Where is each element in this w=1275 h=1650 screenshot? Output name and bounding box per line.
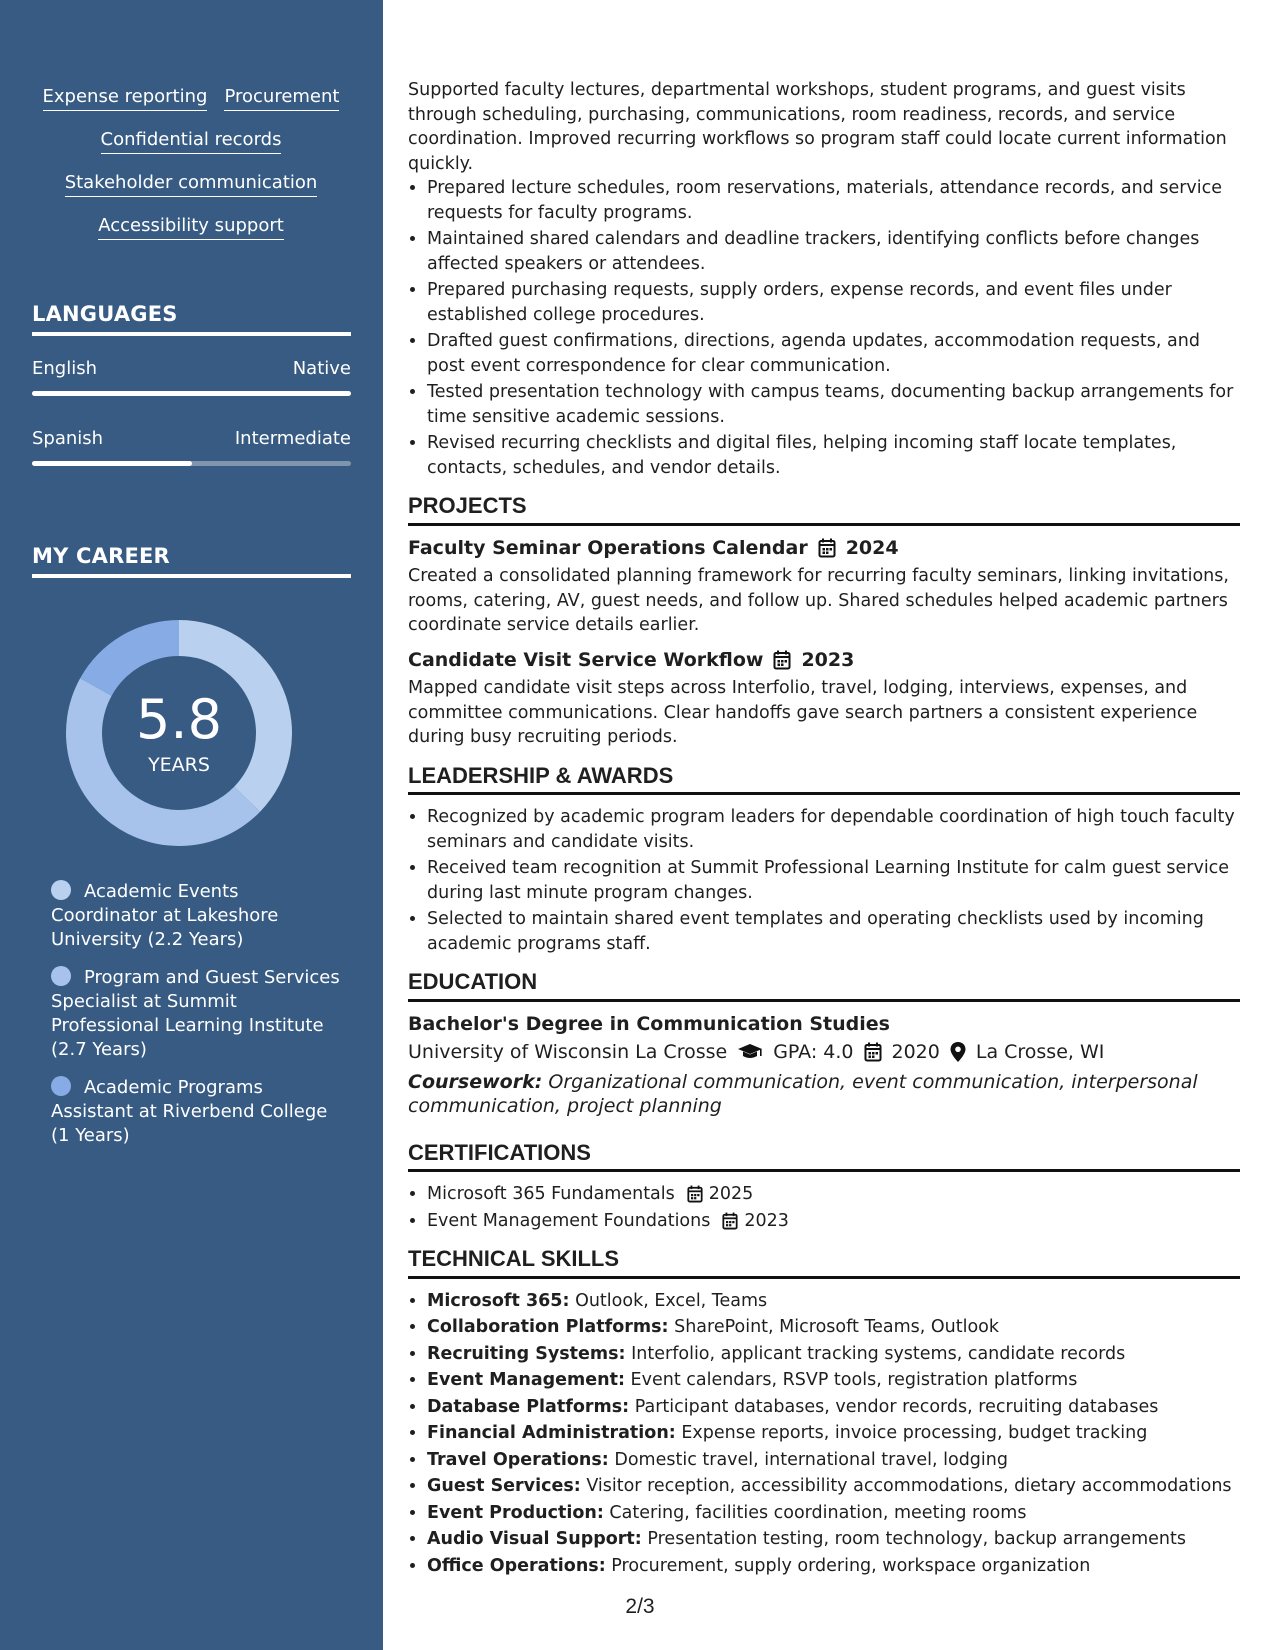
- experience-bullet: • Revised recurring checklists and digital files, helping incoming staff locate templates, contacts, schedules, and vendor details.: [427, 431, 1240, 480]
- certification-year: 2023: [744, 1210, 789, 1231]
- project-description: Created a consolidated planning framework for recurring faculty seminars, linking invitations, rooms, catering, AV, guest needs, and follow up. Shared schedules helped academic partners coordinate service details earlier.: [408, 566, 1229, 635]
- donut-segment: [80, 620, 179, 696]
- graduation-year: 2020: [891, 1041, 940, 1063]
- career-item: [51, 880, 341, 952]
- career-item: [51, 966, 341, 1062]
- language-english: [32, 358, 351, 396]
- skill-values: Outlook, Excel, Teams: [575, 1290, 768, 1311]
- skill-line: [427, 1368, 1240, 1393]
- project-title: Candidate Visit Service Workflow: [408, 648, 764, 671]
- career-text: Program and Guest Services Specialist at Summit Professional Learning Institute (2.7 Years): [51, 967, 340, 1060]
- skill-line: [427, 1501, 1240, 1526]
- skill-line: [427, 1474, 1240, 1499]
- leadership-bullet: • Received team recognition at Summit Professional Learning Institute for calm guest service during last minute program changes.: [427, 856, 1240, 905]
- project-title-row: [408, 536, 1240, 561]
- graduation-cap-icon: [737, 1043, 763, 1061]
- language-level: Intermediate: [234, 428, 351, 449]
- certification-name: • Event Management Foundations: [427, 1210, 711, 1231]
- skill-values: Participant databases, vendor records, recruiting databases: [634, 1396, 1159, 1417]
- main-content: [408, 78, 1240, 1580]
- certification-year: 2025: [708, 1184, 754, 1204]
- skill-chip: Expense reporting: [43, 86, 208, 111]
- career-heading: MY CAREER: [32, 544, 351, 578]
- leadership-bullet: • Recognized by academic program leaders for dependable coordination of high touch faculty seminars and candidate visits.: [427, 805, 1240, 854]
- language-name: English: [32, 358, 97, 379]
- page-number: 2/3: [625, 1595, 655, 1618]
- language-name: Spanish: [32, 428, 104, 449]
- skill-category: Event Management:: [427, 1370, 625, 1390]
- leadership-bullet: • Selected to maintain shared event templates and operating checklists used by incoming academic programs staff.: [427, 907, 1240, 956]
- skill-values: Procurement, supply ordering, workspace organization: [611, 1555, 1091, 1576]
- degree-title: Bachelor's Degree in Communication Studies: [408, 1012, 890, 1035]
- career-text: Academic Events Coordinator at Lakeshore University (2.2 Years): [51, 881, 279, 950]
- technical-skills-heading: TECHNICAL SKILLS: [408, 1247, 1240, 1279]
- certification-item: [427, 1182, 1240, 1207]
- career-dot: [51, 880, 71, 900]
- calendar-icon: [773, 650, 791, 670]
- school-name: University of Wisconsin La Crosse: [408, 1041, 728, 1063]
- skill-chips: [32, 86, 350, 258]
- experience-bullet: • Tested presentation technology with campus teams, documenting backup arrangements for time sensitive academic sessions.: [427, 380, 1240, 429]
- skill-chip: Stakeholder communication: [65, 172, 318, 197]
- project-year: 2024: [845, 536, 899, 559]
- coursework-label: Coursework:: [408, 1070, 543, 1093]
- skill-line: [427, 1421, 1240, 1446]
- experience-bullet: • Maintained shared calendars and deadline trackers, identifying conflicts before changes affected speakers or attendees.: [427, 227, 1240, 276]
- skill-values: SharePoint, Microsoft Teams, Outlook: [674, 1317, 1000, 1337]
- skill-category: Event Production:: [427, 1502, 604, 1523]
- skill-chip: Confidential records: [101, 129, 282, 154]
- career-dot: [51, 966, 71, 986]
- calendar-icon: [687, 1185, 703, 1203]
- skill-line: [427, 1289, 1240, 1314]
- experience-bullets: [408, 176, 1240, 480]
- languages-heading: LANGUAGES: [32, 302, 351, 336]
- skill-values: Expense reports, invoice processing, budget tracking: [681, 1423, 1148, 1443]
- language-bar-fill: [32, 461, 192, 466]
- total-years-value: 5.8: [136, 688, 222, 751]
- skill-category: Travel Operations:: [427, 1449, 609, 1470]
- skill-line: [427, 1527, 1240, 1552]
- certifications-list: [408, 1182, 1240, 1233]
- project-description: Mapped candidate visit steps across Interfolio, travel, lodging, interviews, expenses, and committee communications. Clear handoffs gave search partners a consistent experience during busy recruiting periods.: [408, 678, 1198, 747]
- skill-chip: Accessibility support: [98, 215, 284, 240]
- skill-chip: Procurement: [224, 86, 339, 111]
- skill-category: Audio Visual Support:: [427, 1529, 642, 1549]
- skill-line: [427, 1342, 1240, 1367]
- career-dot: [51, 1076, 71, 1096]
- education-heading: EDUCATION: [408, 970, 1240, 1002]
- language-spanish: [32, 428, 351, 466]
- skill-category: Office Operations:: [427, 1555, 606, 1576]
- experience-bullet: • Prepared purchasing requests, supply orders, expense records, and event files under established college procedures.: [427, 278, 1240, 327]
- education-meta: [408, 1040, 1240, 1065]
- projects-heading: PROJECTS: [408, 494, 1240, 526]
- skill-line: [427, 1315, 1240, 1340]
- skill-line: [427, 1554, 1240, 1579]
- experience-bullet: • Drafted guest confirmations, directions, agenda updates, accommodation requests, and post event correspondence for clear communication.: [427, 329, 1240, 378]
- technical-skills-list: [408, 1289, 1240, 1579]
- career-item: [51, 1076, 341, 1148]
- project-title-row: [408, 648, 1240, 673]
- coursework: [408, 1070, 1240, 1119]
- leadership-bullets: [408, 805, 1240, 956]
- skill-category: Collaboration Platforms:: [427, 1317, 669, 1337]
- skill-values: Interfolio, applicant tracking systems, candidate records: [631, 1343, 1126, 1364]
- skill-category: Guest Services:: [427, 1476, 581, 1496]
- skill-category: Microsoft 365:: [427, 1290, 570, 1311]
- skill-values: Catering, facilities coordination, meeting rooms: [609, 1502, 1027, 1523]
- skill-values: Presentation testing, room technology, backup arrangements: [647, 1529, 1186, 1549]
- skill-category: Financial Administration:: [427, 1423, 676, 1443]
- project-title: Faculty Seminar Operations Calendar: [408, 536, 808, 559]
- coursework-text: Organizational communication, event communication, interpersonal communication, project planning: [408, 1070, 1198, 1117]
- certification-name: • Microsoft 365 Fundamentals: [427, 1184, 675, 1204]
- calendar-icon: [818, 538, 836, 558]
- skill-line: [427, 1395, 1240, 1420]
- skill-category: Recruiting Systems:: [427, 1343, 626, 1364]
- language-bar: [32, 391, 351, 396]
- education-location: La Crosse, WI: [975, 1041, 1105, 1063]
- skill-values: Visitor reception, accessibility accommodations, dietary accommodations: [586, 1476, 1232, 1496]
- skill-values: Event calendars, RSVP tools, registration platforms: [630, 1370, 1078, 1390]
- certification-item: [427, 1209, 1240, 1234]
- gpa: GPA: 4.0: [773, 1041, 854, 1063]
- sidebar: [0, 0, 383, 1650]
- skill-values: Domestic travel, international travel, lodging: [614, 1449, 1008, 1470]
- career-text: Academic Programs Assistant at Riverbend College (1 Years): [51, 1077, 328, 1146]
- calendar-icon: [722, 1212, 738, 1230]
- language-bar: [32, 461, 351, 466]
- leadership-heading: LEADERSHIP & AWARDS: [408, 764, 1240, 796]
- language-level: Native: [292, 358, 351, 379]
- experience-bullet: • Prepared lecture schedules, room reservations, materials, attendance records, and service requests for faculty programs.: [427, 176, 1240, 225]
- skill-line: [427, 1448, 1240, 1473]
- certifications-heading: CERTIFICATIONS: [408, 1141, 1240, 1173]
- language-bar-fill: [32, 391, 351, 396]
- career-list: [51, 880, 341, 1162]
- project-year: 2023: [801, 648, 855, 671]
- total-years-label: YEARS: [148, 754, 210, 776]
- experience-summary: Supported faculty lectures, departmental workshops, student programs, and guest visits through scheduling, purchasing, communications, room readiness, records, and service coordination. Improved recurring workflows so program staff could locate current information quickly.: [408, 80, 1227, 174]
- skill-category: Database Platforms:: [427, 1396, 630, 1417]
- location-pin-icon: [950, 1042, 966, 1062]
- calendar-icon: [864, 1042, 882, 1062]
